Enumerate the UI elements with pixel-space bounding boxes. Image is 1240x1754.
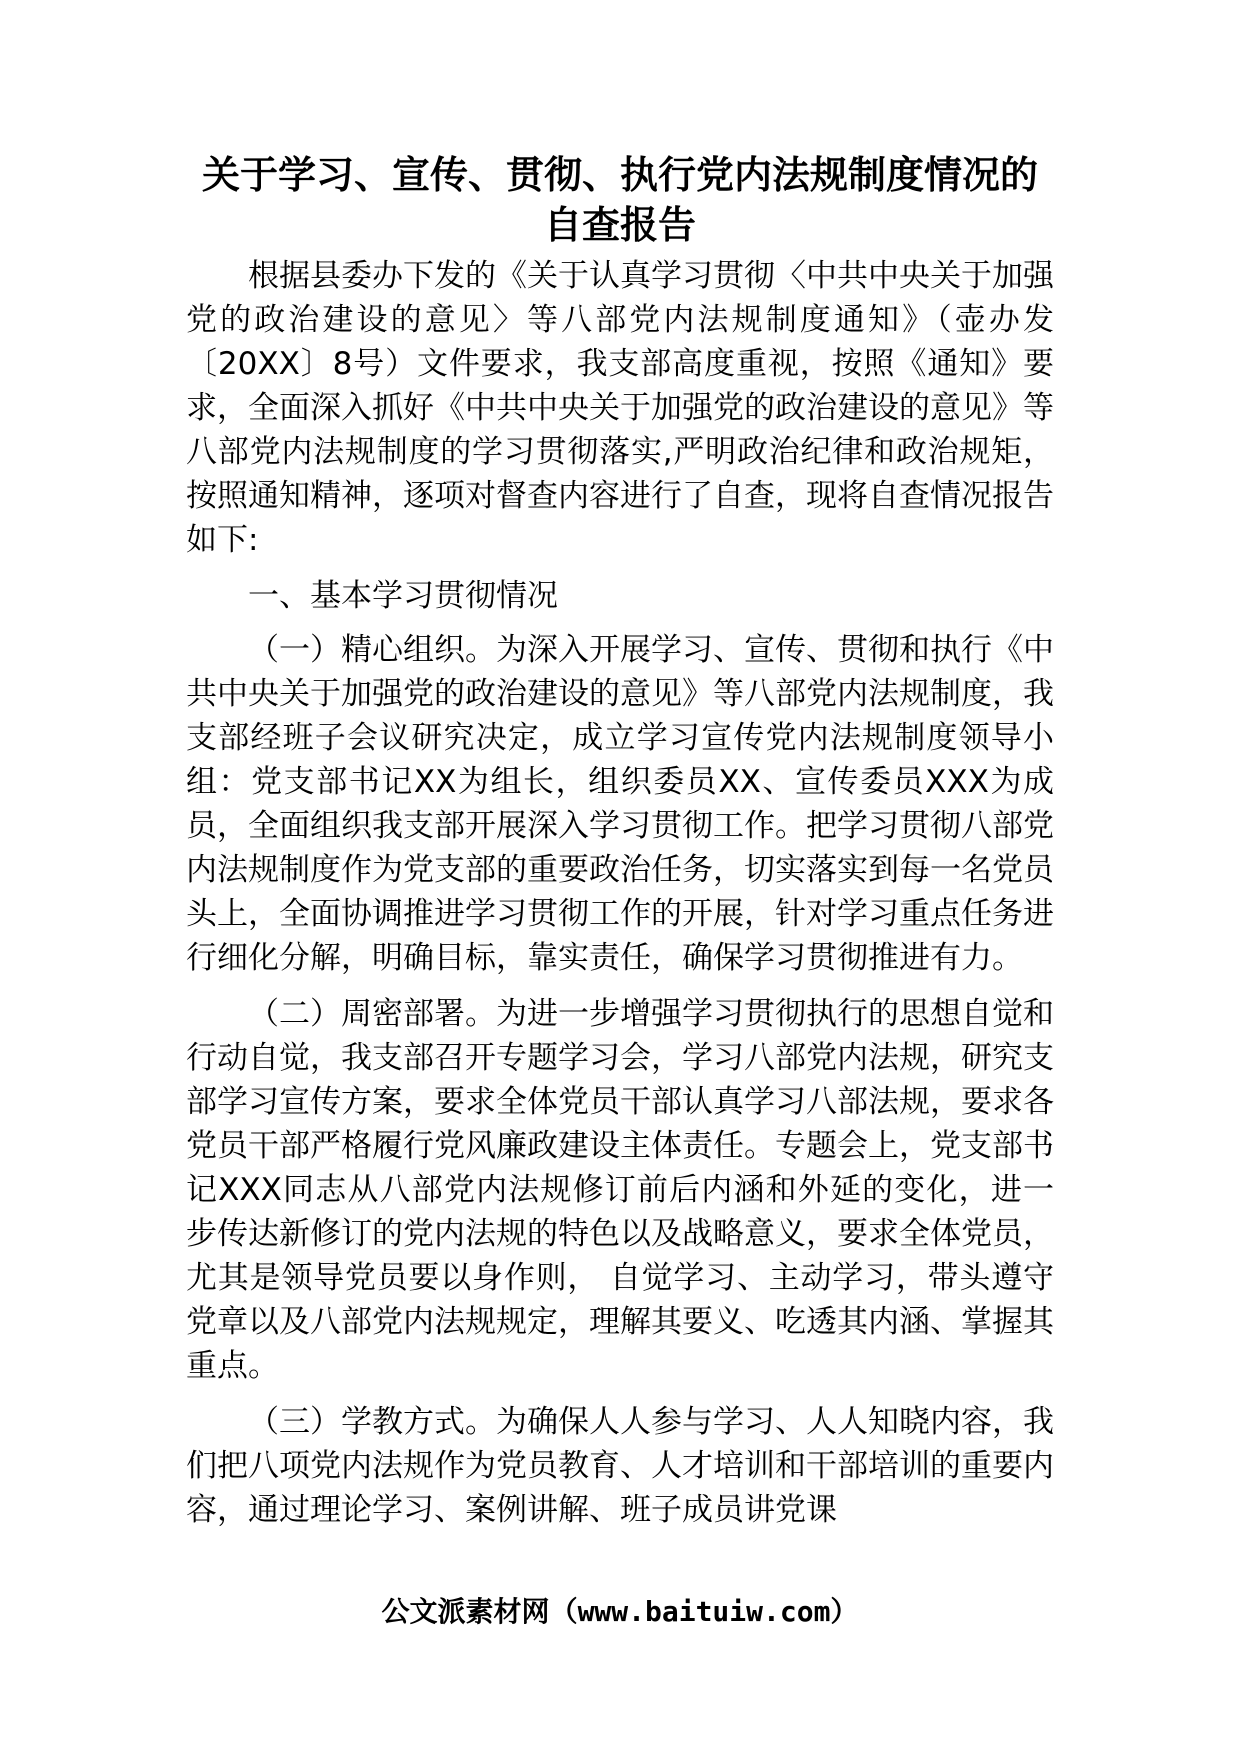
paragraph-deployment: （二）周密部署。为进一步增强学习贯彻执行的思想自觉和行动自觉，我支部召开专题学习会，学习八部党内法规，研究支部学习宣传方案，要求全体党员干部认真学习八部法规，要求各党员干部严格履行党风廉政建设主体责任。专题会上，党支部书记XXX同志从八部党内法规修订前后内涵和外延的变化，进一步传达新修订的党内法规的特色以及战略意义，要求全体党员，尤其是领导党员要以身作则， 自觉学习、主动学习，带头遵守党章以及八部党内法规规定，理解其要义、吃透其内涵、掌握其重点。 — [186, 996, 1054, 1384]
intro-paragraph: 根据县委办下发的《关于认真学习贯彻〈中共中央关于加强党的政治建设的意见〉等八部党内法规制度通知》（壶办发〔20XX〕8号）文件要求，我支部高度重视，按照《通知》要求，全面深入抓好《中共中央关于加强党的政治建设的意见》等八部党内法规制度的学习贯彻落实,严明政治纪律和政治规矩，按照通知精神，逐项对督查内容进行了自查，现将自查情况报告如下: — [186, 258, 1054, 558]
footer-site-url: （www.baituiw.com） — [549, 1595, 859, 1628]
footer-site-name: 公文派素材网 — [381, 1595, 550, 1628]
section-heading: 一、基本学习贯彻情况 — [248, 578, 558, 614]
footer-watermark — [186, 1592, 1054, 1632]
paragraph-organization: （一）精心组织。为深入开展学习、宣传、贯彻和执行《中共中央关于加强党的政治建设的意见》等八部党内法规制度，我支部经班子会议研究决定，成立学习宣传党内法规制度领导小组：党支部书记XX为组长，组织委员XX、宣传委员XXX为成员，全面组织我支部开展深入学习贯彻工作。把学习贯彻八部党内法规制度作为党支部的重要政治任务，切实落实到每一名党员头上，全面协调推进学习贯彻工作的开展，针对学习重点任务进行细化分解，明确目标，靠实责任，确保学习贯彻推进有力。 — [186, 632, 1054, 976]
document-body — [186, 254, 1054, 1544]
paragraph-teaching-method: （三）学教方式。为确保人人参与学习、人人知晓内容，我们把八项党内法规作为党员教育、人才培训和干部培训的重要内容，通过理论学习、案例讲解、班子成员讲党课 — [186, 1404, 1054, 1528]
document-title: 关于学习、宣传、贯彻、执行党内法规制度情况的自查报告 — [201, 153, 1038, 247]
